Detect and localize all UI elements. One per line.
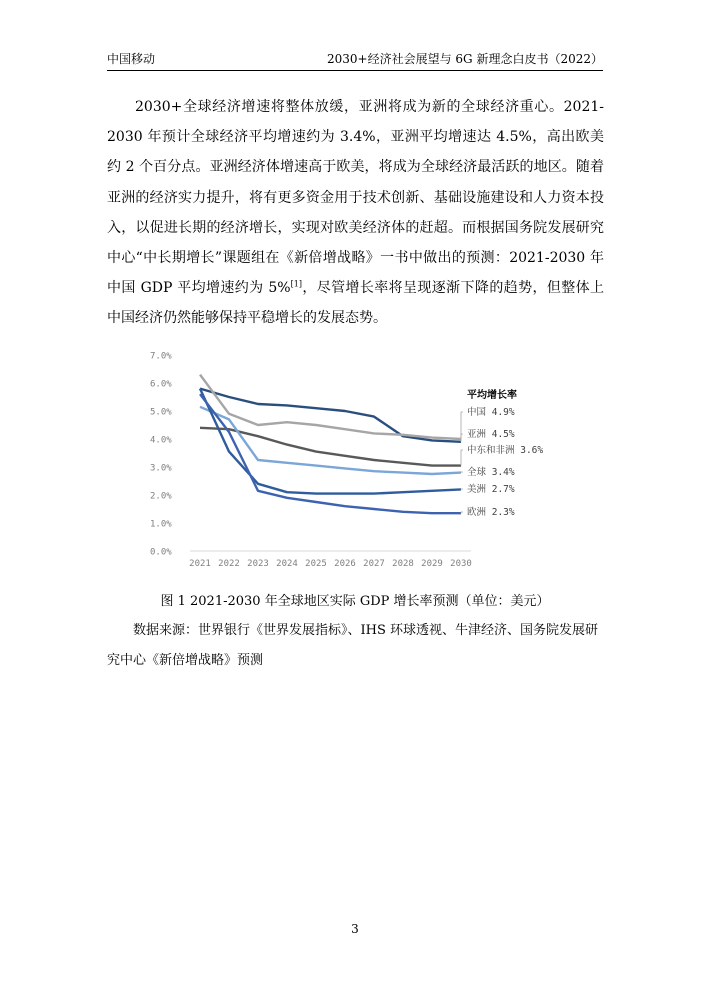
header-left: 中国移动 (107, 52, 156, 66)
series-label: 亚洲 4.5% (467, 429, 515, 440)
page-number: 3 (351, 922, 359, 936)
x-tick-label: 2025 (305, 559, 327, 569)
series-label: 欧洲 2.3% (467, 507, 515, 518)
legend-leader-line (461, 512, 463, 513)
series-line (200, 375, 461, 439)
x-tick-label: 2027 (363, 559, 385, 569)
legend-title: 平均增长率 (467, 390, 517, 401)
x-tick-label: 2026 (334, 559, 356, 569)
x-tick-label: 2028 (392, 559, 414, 569)
legend-leader-line (461, 450, 463, 466)
y-tick-label: 5.0% (150, 407, 172, 418)
x-tick-label: 2029 (421, 559, 443, 569)
series-label: 美洲 2.7% (467, 484, 515, 495)
data-source (107, 616, 604, 676)
paragraph-text-2: ，尽管增长率将呈现逐渐下降的趋势，但整体上中国经济仍然能够保持平稳增长的发展态势。 (107, 280, 605, 327)
page-header (107, 48, 603, 71)
gdp-growth-line-chart (125, 340, 585, 580)
figure-caption: 图 1 2021-2030 年全球地区实际 GDP 增长率预测（单位：美元） (160, 594, 550, 609)
x-tick-label: 2023 (247, 559, 269, 569)
x-tick-label: 2030 (450, 559, 472, 569)
body-paragraph (107, 92, 604, 334)
data-source-text: 数据来源：世界银行《世界发展指标》、IHS 环球透视、牛津经济、国务院发展研究中心《新倍增战略》预测 (107, 623, 599, 668)
reference-marker[interactable]: [1] (290, 279, 302, 289)
y-tick-label: 6.0% (150, 379, 172, 390)
legend-leader-line (461, 434, 463, 439)
series-label: 全球 3.4% (467, 467, 515, 478)
y-tick-label: 2.0% (150, 491, 172, 502)
x-tick-label: 2022 (218, 559, 240, 569)
legend-leader-line (461, 472, 463, 473)
x-tick-label: 2021 (189, 559, 211, 569)
y-tick-label: 7.0% (150, 351, 172, 362)
series-label: 中东和非洲 3.6% (467, 445, 544, 456)
y-tick-label: 0.0% (150, 547, 172, 558)
paragraph-text-1: 2030+全球经济增速将整体放缓，亚洲将成为新的全球经济重心。2021-2030 年预计全球经济平均增速约为 3.4%，亚洲平均增速达 4.5%，高出欧美约 2 个百分点。亚洲经济体增速高于欧美，将成为全球经济最活跃的地区。随着亚洲的经济实力提升，将有更多资金用于技术创新、基础设施建设和人力资本投入，以促进长期的经济增长，实现对欧美经济体的赶超。而根据国务院发展研究中心“中长期增长”课题组在《新倍增战略》一书中做出的预测：2021-2030 年中国 GDP 平均增速约为 5% (107, 99, 604, 297)
series-line (200, 389, 461, 494)
y-tick-label: 3.0% (150, 463, 172, 474)
y-tick-label: 1.0% (150, 519, 172, 530)
series-label: 中国 4.9% (467, 407, 515, 418)
header-right: 2030+经济社会展望与 6G 新理念白皮书（2022） (327, 52, 603, 66)
x-tick-label: 2024 (276, 559, 298, 569)
y-tick-label: 4.0% (150, 435, 172, 446)
